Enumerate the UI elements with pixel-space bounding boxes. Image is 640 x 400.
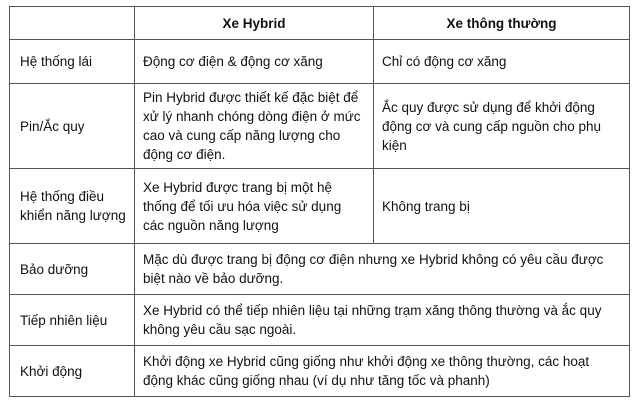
row-label: Hệ thống lái [10,40,135,84]
comparison-table [9,6,630,397]
table-row [10,346,630,397]
merged-cell: Mặc dù được trang bị động cơ điện nhưng xe Hybrid không có yêu cầu được biệt nào về bảo dưỡng. [135,244,630,295]
row-label: Khởi động [10,346,135,397]
table-row [10,295,630,346]
header-normal: Xe thông thường [374,7,630,40]
merged-cell: Khởi động xe Hybrid cũng giống như khởi động xe thông thường, các hoạt động khác cũng giống nhau (ví dụ như tăng tốc và phanh) [135,346,630,397]
normal-cell: Ắc quy được sử dụng để khởi động động cơ và cung cấp nguồn cho phụ kiện [374,84,630,169]
normal-cell: Chỉ có động cơ xăng [374,40,630,84]
table-row [10,40,630,84]
normal-cell: Không trang bị [374,169,630,244]
table-row [10,244,630,295]
row-label: Pin/Ắc quy [10,84,135,169]
hybrid-cell: Động cơ điện & động cơ xăng [135,40,374,84]
row-label: Hệ thống điều khiển năng lượng [10,169,135,244]
header-row [10,7,630,40]
header-hybrid: Xe Hybrid [135,7,374,40]
hybrid-cell: Xe Hybrid được trang bị một hệ thống để tối ưu hóa việc sử dụng các nguồn năng lượng [135,169,374,244]
hybrid-cell: Pin Hybrid được thiết kế đặc biệt để xử lý nhanh chóng dòng điện ở mức cao và cung cấp năng lượng cho động cơ điện. [135,84,374,169]
header-empty [10,7,135,40]
table-row [10,84,630,169]
comparison-table-container [9,6,629,397]
row-label: Tiếp nhiên liệu [10,295,135,346]
row-label: Bảo dưỡng [10,244,135,295]
table-row [10,169,630,244]
merged-cell: Xe Hybrid có thể tiếp nhiên liệu tại những trạm xăng thông thường và ắc quy không yêu cầu sạc ngoài. [135,295,630,346]
